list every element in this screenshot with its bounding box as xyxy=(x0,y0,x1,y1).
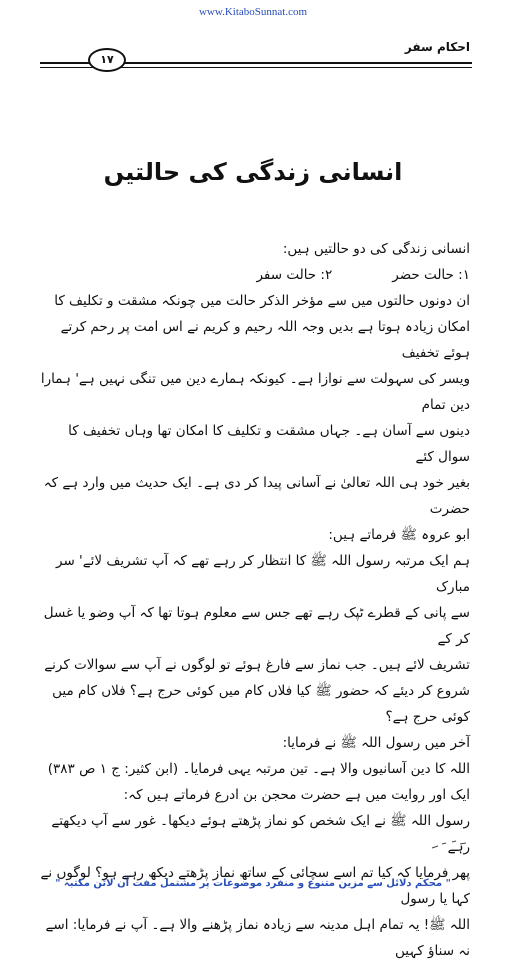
body-line: بغیر خود ہی اللہ تعالیٰ نے آسانی پیدا کر دی ہے۔ ایک حدیث میں وارد ہے کہ حضرت xyxy=(43,475,470,517)
hadith-line: رسول اللہ ﷺ نے ایک شخص کو نماز پڑھتے ہوئے دیکھا۔ غور سے آپ دیکھتے رہے xyxy=(51,813,470,855)
chapter-title: انسانی زندگی کی حالتیں xyxy=(103,158,403,186)
states-list xyxy=(38,262,470,288)
state-item: ۲: حالت سفر xyxy=(256,267,333,283)
site-url[interactable]: www.KitaboSunnat.com xyxy=(198,6,308,18)
state-item: ۱: حالت حضر xyxy=(392,267,470,283)
hadith-line: پھر فرمایا کہ کیا تم اسے سچائی کے ساتھ نماز پڑھتے دیکھ رہے ہو؟ لوگوں نے کہا یا رسول xyxy=(40,865,470,907)
body-line: انسانی زندگی کی دو حالتیں ہیں: xyxy=(282,241,470,257)
hadith-line: تشریف لائے ہیں۔ جب نماز سے فارغ ہوئے تو لوگوں نے آپ سے سوالات کرنے xyxy=(44,657,470,673)
hadith-line: شروع کر دیئے کہ حضور ﷺ کیا فلاں کام میں کوئی حرج ہے؟ فلاں کام میں کوئی حرج ہے؟ xyxy=(52,683,470,725)
body-line: ابو عروہ ﷺ فرماتے ہیں: xyxy=(328,527,470,543)
body-line: ایک اور روایت میں ہے حضرت محجن بن ادرع فرماتے ہیں کہ: xyxy=(123,787,470,803)
book-title: احکام سفر xyxy=(404,40,470,54)
page-number-badge: ۱۷ xyxy=(88,48,126,72)
hadith-line: آخر میں رسول اللہ ﷺ نے فرمایا: xyxy=(282,735,470,751)
hadith-line: اللہ کا دین آسانیوں والا ہے۔ تین مرتبہ یہی فرمایا۔ (ابن کثیر: ج ۱ ص ۳۸۳) xyxy=(47,761,470,777)
page-body xyxy=(38,236,470,964)
hadith-line: ہم ایک مرتبہ رسول اللہ ﷺ کا انتظار کر رہے تھے کہ آپ تشریف لائے' سر مبارک xyxy=(56,553,470,595)
hadith-line: اللہ ﷺ! یہ تمام اہل مدینہ سے زیادہ نماز پڑھنے والا ہے۔ آپ نے فرمایا: اسے نہ سناؤ کہیں xyxy=(45,917,470,959)
body-line: ان دونوں حالتوں میں سے مؤخر الذکر حالت میں چونکہ مشقت و تکلیف کا xyxy=(54,293,470,309)
hadith-line: سے پانی کے قطرے ٹپک رہے تھے جس سے معلوم ہوتا تھا کہ آپ وضو یا غسل کر کے xyxy=(43,605,470,647)
body-line: امکان زیادہ ہوتا ہے بدیں وجہ اللہ رحیم و کریم نے اس امت پر رحم کرتے ہوئے تخفیف xyxy=(60,319,470,361)
body-line: دینوں سے آسان ہے۔ جہاں مشقت و تکلیف کا امکان تھا وہاں تخفیف کا سوال کئے xyxy=(68,423,470,465)
footer-note: " محکم دلائل سے مزین متنوع و منفرد موضوعات پر مشتمل مفت آن لائن مکتبہ " xyxy=(55,878,451,889)
scan-artifact-marks xyxy=(430,838,470,852)
body-line: ویسر کی سہولت سے نوازا ہے۔ کیونکہ ہمارے دین میں تنگی نہیں ہے' ہمارا دین تمام xyxy=(40,371,470,413)
